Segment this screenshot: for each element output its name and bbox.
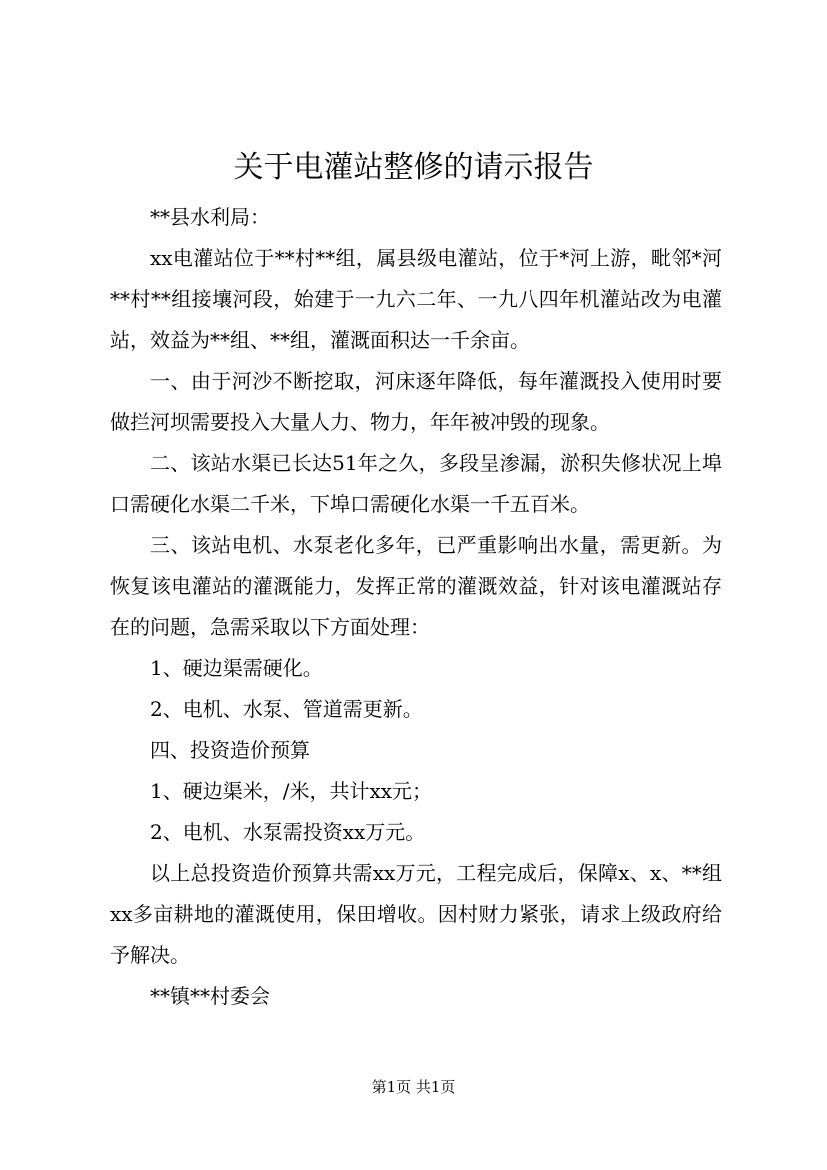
paragraph-intro: xx电灌站位于**村**组，属县级电灌站，位于*河上游，毗邻*河**村**组接壤河段，始建于一九六二年、一九八四年机灌站改为电灌站，效益为**组、**组，灌溉面积达一千余亩。	[110, 246, 722, 352]
section-heading-budget: 四、投资造价预算	[150, 738, 310, 762]
paragraph-issue-3: 三、该站电机、水泵老化多年，已严重影响出水量，需更新。为恢复该电灌站的灌溉能力，发挥正常的灌溉效益，针对该电灌溉站存在的问题，急需采取以下方面处理：	[110, 533, 722, 639]
page-footer: 第1页 共1页	[371, 1078, 456, 1096]
list-item: 2、电机、水泵、管道需更新。	[150, 697, 423, 721]
paragraph-issue-1: 一、由于河沙不断挖取，河床逐年降低，每年灌溉投入使用时要做拦河坝需要投入大量人力、物力，年年被冲毁的现象。	[110, 369, 722, 434]
list-item: 2、电机、水泵需投资xx万元。	[150, 820, 426, 844]
document-title: 关于电灌站整修的请示报告	[233, 150, 594, 185]
signature: **镇**村委会	[150, 984, 270, 1008]
paragraph-issue-2: 二、该站水渠已长达51年之久，多段呈渗漏，淤积失修状况上埠口需硬化水渠二千米，下埠口需硬化水渠一千五百米。	[110, 451, 722, 516]
paragraph-summary: 以上总投资造价预算共需xx万元，工程完成后，保障x、x、**组xx多亩耕地的灌溉使用，保田增收。因村财力紧张，请求上级政府给予解决。	[110, 861, 722, 967]
list-item: 1、硬边渠需硬化。	[150, 656, 323, 680]
list-item: 1、硬边渠米，/米，共计xx元；	[150, 779, 433, 803]
salutation: **县水利局：	[150, 205, 270, 229]
document-body	[110, 197, 722, 1017]
